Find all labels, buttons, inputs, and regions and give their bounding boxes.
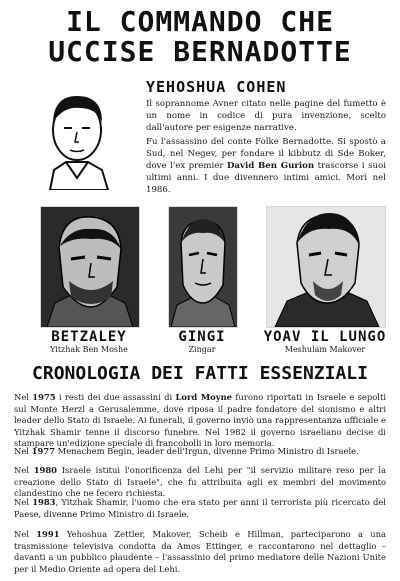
entry-prefix: Nel (14, 392, 33, 402)
profile-bio-paragraph2 (146, 136, 386, 196)
bio2-bold-name: David Ben Gurion (226, 161, 315, 171)
entry-text: i resti dei due assassini di (55, 392, 176, 402)
bio2-text-end: trascorse i suoi ultimi anni. I due divennero intimi amici. Morì nel 1986. (146, 161, 386, 195)
entry-text: furono riportati in Israele e sepolti sul Monte Herzl a Gerusalemme, dove riposa il padre fondatore del sionismo e altri leader dello Stato di Israele. Ai funerali, il governo inviò una rappresentanza ufficiale e Yitzhak Shamir tenne il discorso funebre. Nel 1982 il governo israeliano decise di stampare un'edizione speciale di francobolli in loro memoria. (14, 392, 386, 448)
bio2-text-start: Fu l'assassino del conte Folke Bernadotte. Si spostò a Sud, nel Negev, per fondare il kibbutz di Sde Boker, dove l'ex premier (146, 137, 386, 171)
entry-text: Israele istituì l'onorificenza del Lehi per "il servizio militare reso per la creazione dello Stato di Israele", che fu attribuita agli ex membri del movimento clandestino che ne fecero richiesta. (14, 465, 386, 498)
chronology-entry-1983 (14, 497, 386, 520)
chronology-entry-1980 (14, 465, 386, 500)
profile-name: YEHOSHUA COHEN (146, 78, 287, 96)
entry-text: , Yitzhak Shamir, l'uomo che era stato per anni il terrorista più ricercato del Paese, divenne Primo Ministro di Israele. (14, 497, 386, 519)
entry-prefix: Nel (14, 465, 34, 475)
entry-year: 1980 (33, 465, 57, 475)
entry-year: 1983 (32, 497, 56, 507)
entry-year: 1975 (32, 392, 56, 402)
entry-text: Yehoshua Zettler, Makover, Scheib e Hillman, parteciparono a una trasmissione televisiva condotta da Amos Ettinger, e raccontarono nel dettaglio – davanti a un pubblico plaudente – l'assassinio del primo mediatore delle Nazioni Unite per il Medio Oriente ad opera del Lehi. (14, 529, 386, 574)
member-realname-gingi: Zingar (188, 345, 216, 354)
chronology-entry-1991 (14, 529, 386, 575)
member-name-yoav: YOAV IL LUNGO (263, 329, 387, 345)
chronology-entry-1975 (14, 392, 386, 450)
page-title-line1: IL COMMANDO CHE (66, 5, 334, 38)
page-title-line2: UCCISE BERNADOTTE (48, 35, 352, 68)
entry-text: Menachem Begin, leader dell'Irgun, divenne Primo Ministro di Israele. (54, 446, 359, 456)
chronology-title: CRONOLOGIA DEI FATTI ESSENZIALI (32, 363, 368, 384)
entry-prefix: Nel (14, 446, 32, 456)
member-realname-betzaley: Yitzhak Ben Moshe (50, 345, 128, 354)
yoav-portrait-illustration (266, 206, 386, 328)
betzaley-portrait-illustration (40, 206, 140, 328)
member-realname-yoav: Meshulam Makover (284, 345, 366, 354)
cohen-portrait-illustration (20, 78, 134, 190)
entry-prefix: Nel (14, 497, 33, 507)
member-name-gingi: GINGI (178, 329, 226, 345)
entry-year: 1991 (36, 529, 60, 539)
gingi-portrait-illustration (168, 206, 238, 328)
entry-bold-name: Lord Moyne (175, 392, 232, 402)
profile-bio-paragraph1: Il soprannome Avner citato nelle pagine del fumetto è un nome in codice di pura invenzione, scelto dall'autore per esigenze narrative. (146, 99, 386, 133)
member-name-betzaley: BETZALEY (51, 329, 127, 345)
chronology-entry-1977 (14, 446, 386, 458)
entry-prefix: Nel (14, 529, 37, 539)
entry-year: 1977 (31, 446, 55, 456)
